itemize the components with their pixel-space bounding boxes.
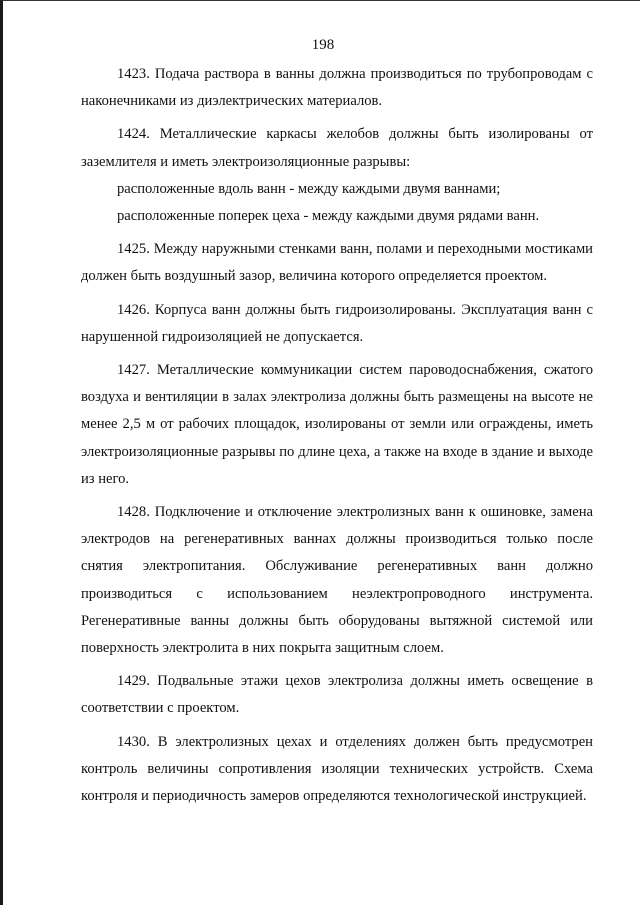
paragraph-1428: 1428. Подключение и отключение электролизных ванн к ошиновке, замена электродов на регенеративных ваннах должны производиться только после снятия электропитания. Обслуживание регенеративных ванн должно производиться с использованием неэлектропроводного инструмента. Регенеративные ванны должны быть оборудованы вытяжной системой или поверхность электролита в них покрыта защитным слоем. [81,504,593,657]
paragraph-1424-item-along: расположенные вдоль ванн - между каждыми двумя ваннами; [117,180,501,197]
paragraph-1430: 1430. В электролизных цехах и отделениях должен быть предусмотрен контроль величины сопротивления изоляции технических устройств. Схема контроля и периодичность замеров определяются технологической инструкцией. [81,733,593,805]
paragraph-1424: 1424. Металлические каркасы желобов должны быть изолированы от заземлителя и иметь электроизоляционные разрывы: [81,126,593,170]
document-body [81,61,593,810]
paragraph-1427: 1427. Металлические коммуникации систем пароводоснабжения, сжатого воздуха и вентиляции в залах электролиза должны быть размещены на высоте не менее 2,5 м от рабочих площадок, изолированы от земли или ограждены, иметь электроизоляционные разрывы по длине цеха, а также на входе в здание и выходе из него. [81,362,593,487]
paragraph-1424-item-across: расположенные поперек цеха - между каждыми двумя рядами ванн. [117,208,540,225]
paragraph-1429: 1429. Подвальные этажи цехов электролиза должны иметь освещение в соответствии с проектом. [81,673,593,717]
paragraph-1423: 1423. Подача раствора в ванны должна производиться по трубопроводам с наконечниками из диэлектрических материалов. [81,66,593,110]
page-number: 198 [311,37,335,53]
paragraph-1425: 1425. Между наружными стенками ванн, полами и переходными мостиками должен быть воздушный зазор, величина которого определяется проектом. [81,241,593,285]
paragraph-1426: 1426. Корпуса ванн должны быть гидроизолированы. Эксплуатация ванн с нарушенной гидроизоляцией не допускается. [81,301,593,345]
